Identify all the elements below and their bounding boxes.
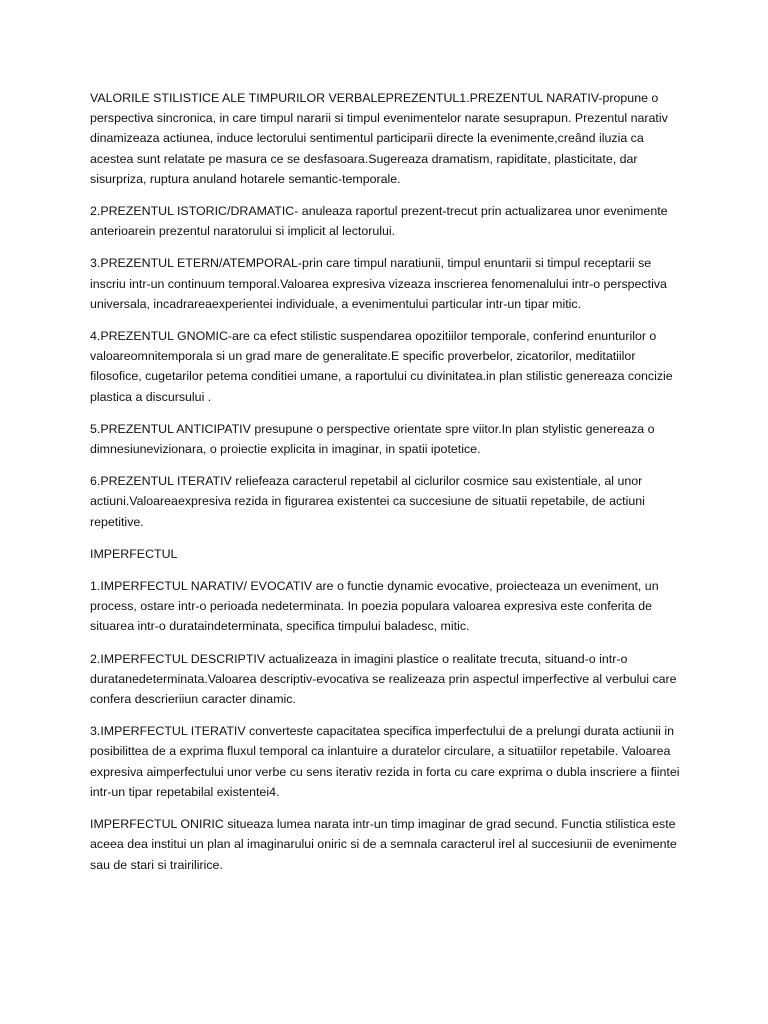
- paragraph-prezentul-narativ: VALORILE STILISTICE ALE TIMPURILOR VERBALEPREZENTUL1.PREZENTUL NARATIV-propune o perspectiva sincronica, in care timpul nararii si timpul evenimentelor narate sesuprapun. Prezentul narativ dinamizeaza actiunea, induce lectorului sentimentul participarii directe la evenimente,creând iluzia ca acestea sunt relatate pe masura ce se desfasoara.Sugereaza dramatism, rapiditate, plasticitate, dar sisurpriza, ruptura anuland hotarele semantic-temporale.: [90, 91, 668, 186]
- paragraph-imperfectul-oniric: IMPERFECTUL ONIRIC situeaza lumea narata intr-un timp imaginar de grad secund. Functia stilistica este aceea dea institui un plan al imaginarului oniric si de a semnala caracterul irel al succesiunii de evenimente sau de stari si trairilirice.: [90, 817, 677, 872]
- paragraph-imperfectul-narativ: 1.IMPERFECTUL NARATIV/ EVOCATIV are o functie dynamic evocative, proiecteaza un eveniment, un process, ostare intr-o perioada nedeterminata. In poezia populara valoarea expresiva este conferita de situarea intr-o durataindeterminata, specifica timpului baladesc, mitic.: [90, 579, 659, 634]
- paragraph-prezentul-istoric: 2.PREZENTUL ISTORIC/DRAMATIC- anuleaza raportul prezent-trecut prin actualizarea unor evenimente anterioarein prezentul naratorului si implicit al lectorului.: [90, 204, 668, 239]
- document-body: [90, 88, 680, 887]
- paragraph-prezentul-anticipativ: 5.PREZENTUL ANTICIPATIV presupune o perspective orientate spre viitor.In plan stylistic genereaza o dimnesiunevizionara, o proiectie explicita in imaginar, in spatii ipotetice.: [90, 421, 655, 457]
- paragraph-imperfectul-descriptiv: 2.IMPERFECTUL DESCRIPTIV actualizeaza in imagini plastice o realitate trecuta, situand-o intr-o duratanedeterminata.Valoarea descriptiv-evocativa se realizeaza prin aspectul imperfective al verbului care confera descrieriiun caracter dinamic.: [90, 651, 677, 707]
- paragraph-imperfectul-iterativ: 3.IMPERFECTUL ITERATIV converteste capacitatea specifica imperfectului de a prelungi durata actiunii in posibilittea de a exprima fluxul temporal ca inlantuire a duratelor circulare, a situatiilor repetabile. Valoarea expresiva aimperfectului unor verbe cu sens iterativ rezida in forta cu care exprima o dubla inscriere a fiintei intr-un tipar repetabilal existentei4.: [90, 724, 680, 799]
- section-heading-imperfectul: IMPERFECTUL: [90, 546, 178, 561]
- paragraph-prezentul-iterativ: 6.PREZENTUL ITERATIV reliefeaza caracterul repetabil al ciclurilor cosmice sau existentiale, al unor actiuni.Valoareaexpresiva rezida in figurarea existentei ca succesiune de situatii repetabile, de actiuni repetitive.: [90, 474, 645, 529]
- paragraph-prezentul-gnomic: 4.PREZENTUL GNOMIC-are ca efect stilistic suspendarea opozitiilor temporale, conferind enunturilor o valoareomnitemporala si un grad mare de generalitate.E specific proverbelor, zicatorilor, meditatiilor filosofice, cugetarilor petema conditiei umane, a raportului cu divinitatea.in plan stilistic genereaza concizie plastica a discursului .: [90, 329, 673, 404]
- paragraph-prezentul-etern: 3.PREZENTUL ETERN/ATEMPORAL-prin care timpul naratiunii, timpul enuntarii si timpul receptarii se inscriu intr-un continuum temporal.Valoarea expresiva vizeaza inscrierea fenomenalului intr-o perspectiva universala, incadrareaexperientei individuale, a evenimentului particular intr-un tipar mitic.: [90, 256, 667, 311]
